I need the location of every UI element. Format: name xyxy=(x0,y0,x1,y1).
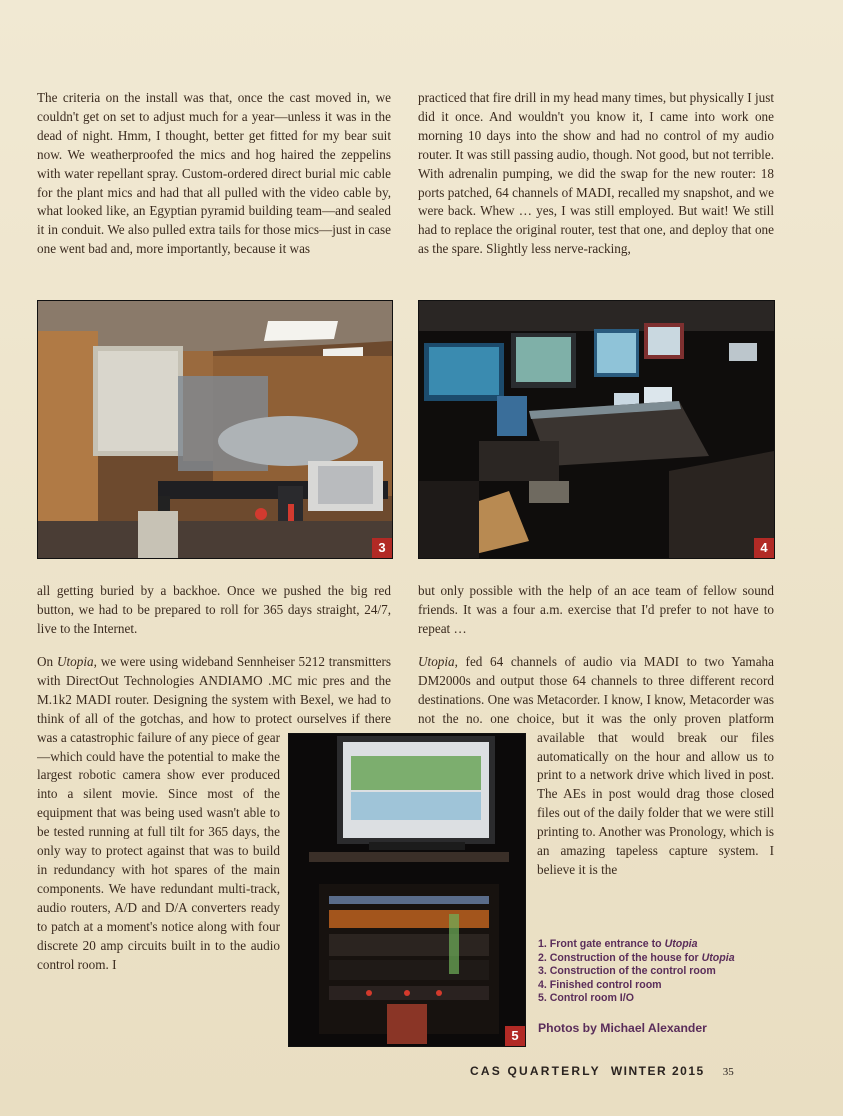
paragraph: but only possible with the help of an ace team of fellow sound friends. It was a four a.m. exercise that I'd prefer to not have to repeat … xyxy=(418,583,774,636)
caption-item: 2. Construction of the house for Utopia xyxy=(538,951,735,964)
issue-season: WINTER 2015 xyxy=(610,1064,705,1078)
photo-number-badge: 4 xyxy=(754,538,774,558)
column-mid-left xyxy=(37,582,391,639)
photo-control-room-construction xyxy=(37,300,393,559)
show-title: Utopia xyxy=(418,654,455,669)
caption-item: 3. Construction of the control room xyxy=(538,965,716,978)
text-run: , fed 64 channels of audio via MADI to two Yamaha DM2000s and output those 64 channels to three different record destinations. One was Metacorder. I know, I know, Metacorder was not the no. one choice, but it was the only proven platform available that would break our files automatically on the hour and allow us to print to a network drive which lived in post. The AEs in post would drag those closed files out of the daily folder that we were still printing to. Another was Pronology, which is an amazing tapeless capture system. I believe it is the xyxy=(418,654,774,877)
page-footer xyxy=(470,1064,734,1078)
paragraph: all getting buried by a backhoe. Once we pushed the big red button, we had to be prepared to roll for 365 days straight, 24/7, live to the Internet. xyxy=(37,583,391,636)
column-top-right xyxy=(418,89,774,259)
show-title: Utopia xyxy=(56,654,94,669)
photo-number-badge: 5 xyxy=(505,1026,525,1046)
caption-item: 4. Finished control room xyxy=(538,978,662,991)
construction-image xyxy=(38,301,392,558)
control-room-image xyxy=(419,301,774,558)
paragraph: The criteria on the install was that, once the cast moved in, we couldn't get on set to adjust much for a year—unless it was in the dead of night. Hmm, I thought, better get fitted for my bear suit now. We weatherproofed the mics and hog haired the zeppelins with water repellant spray. Custom-ordered direct burial mic cable for the plant mics and had that all pulled with the video cable by, what looked like, an Egyptian pyramid building team—and sealed it in conduit. We also pulled extra tails for those mics—just in case one went bad and, more importantly, because it was xyxy=(37,90,391,257)
column-top-left xyxy=(37,89,391,259)
photo-credit: Photos by Michael Alexander xyxy=(538,1021,707,1035)
text-run: On xyxy=(37,654,57,669)
column-mid-right xyxy=(418,582,774,639)
photo-captions xyxy=(538,938,788,1006)
caption-item: 5. Control room I/O xyxy=(538,992,634,1005)
photo-finished-control-room xyxy=(418,300,775,559)
wrap-spacer xyxy=(418,733,537,932)
publication-name: CAS QUARTERLY xyxy=(470,1064,601,1078)
page-number: 35 xyxy=(722,1066,734,1078)
caption-item: 1. Front gate entrance to Utopia xyxy=(538,938,698,950)
photo-number-badge: 3 xyxy=(372,538,392,558)
paragraph: practiced that fire drill in my head many times, but physically I just did it once. And wouldn't you know it, I came into work one morning 10 days into the show and had no control of my audio router. It was still passing audio, though. Not good, but not terrible. With adrenalin pumping, we did the swap for the new router: 18 ports patched, 64 channels of MADI, recalled my snapshot, and we were back. Whew … yes, I was still employed. But wait! We still had to replace the original router, test that one, and deploy that one as the spare. Slightly less nerve-racking, xyxy=(418,90,774,257)
text-run: , we were using wideband Sennheiser 5212 transmitters with DirectOut Technologies ANDIAMO .MC mic pres and the M.1k2 MADI router. Designing the system with Bexel, we had to think of all of the gotchas, and how to protect ourselves if there was a catastrophic failure of any piece of gear—which could have the potential to make the largest robotic camera show ever produced into a silent movie. Since most of the equipment that was being used wasn't able to be tested running at full tilt for 365 days, the only way to protect against that was to build in redundancy with hot spares of the main components. We have redundant multi-track, audio routers, A/D and D/A converters ready to patch at a moment's notice along with four discrete 20 amp circuits built in to the audio control room. I xyxy=(37,654,391,972)
column-lower-right xyxy=(418,653,774,932)
